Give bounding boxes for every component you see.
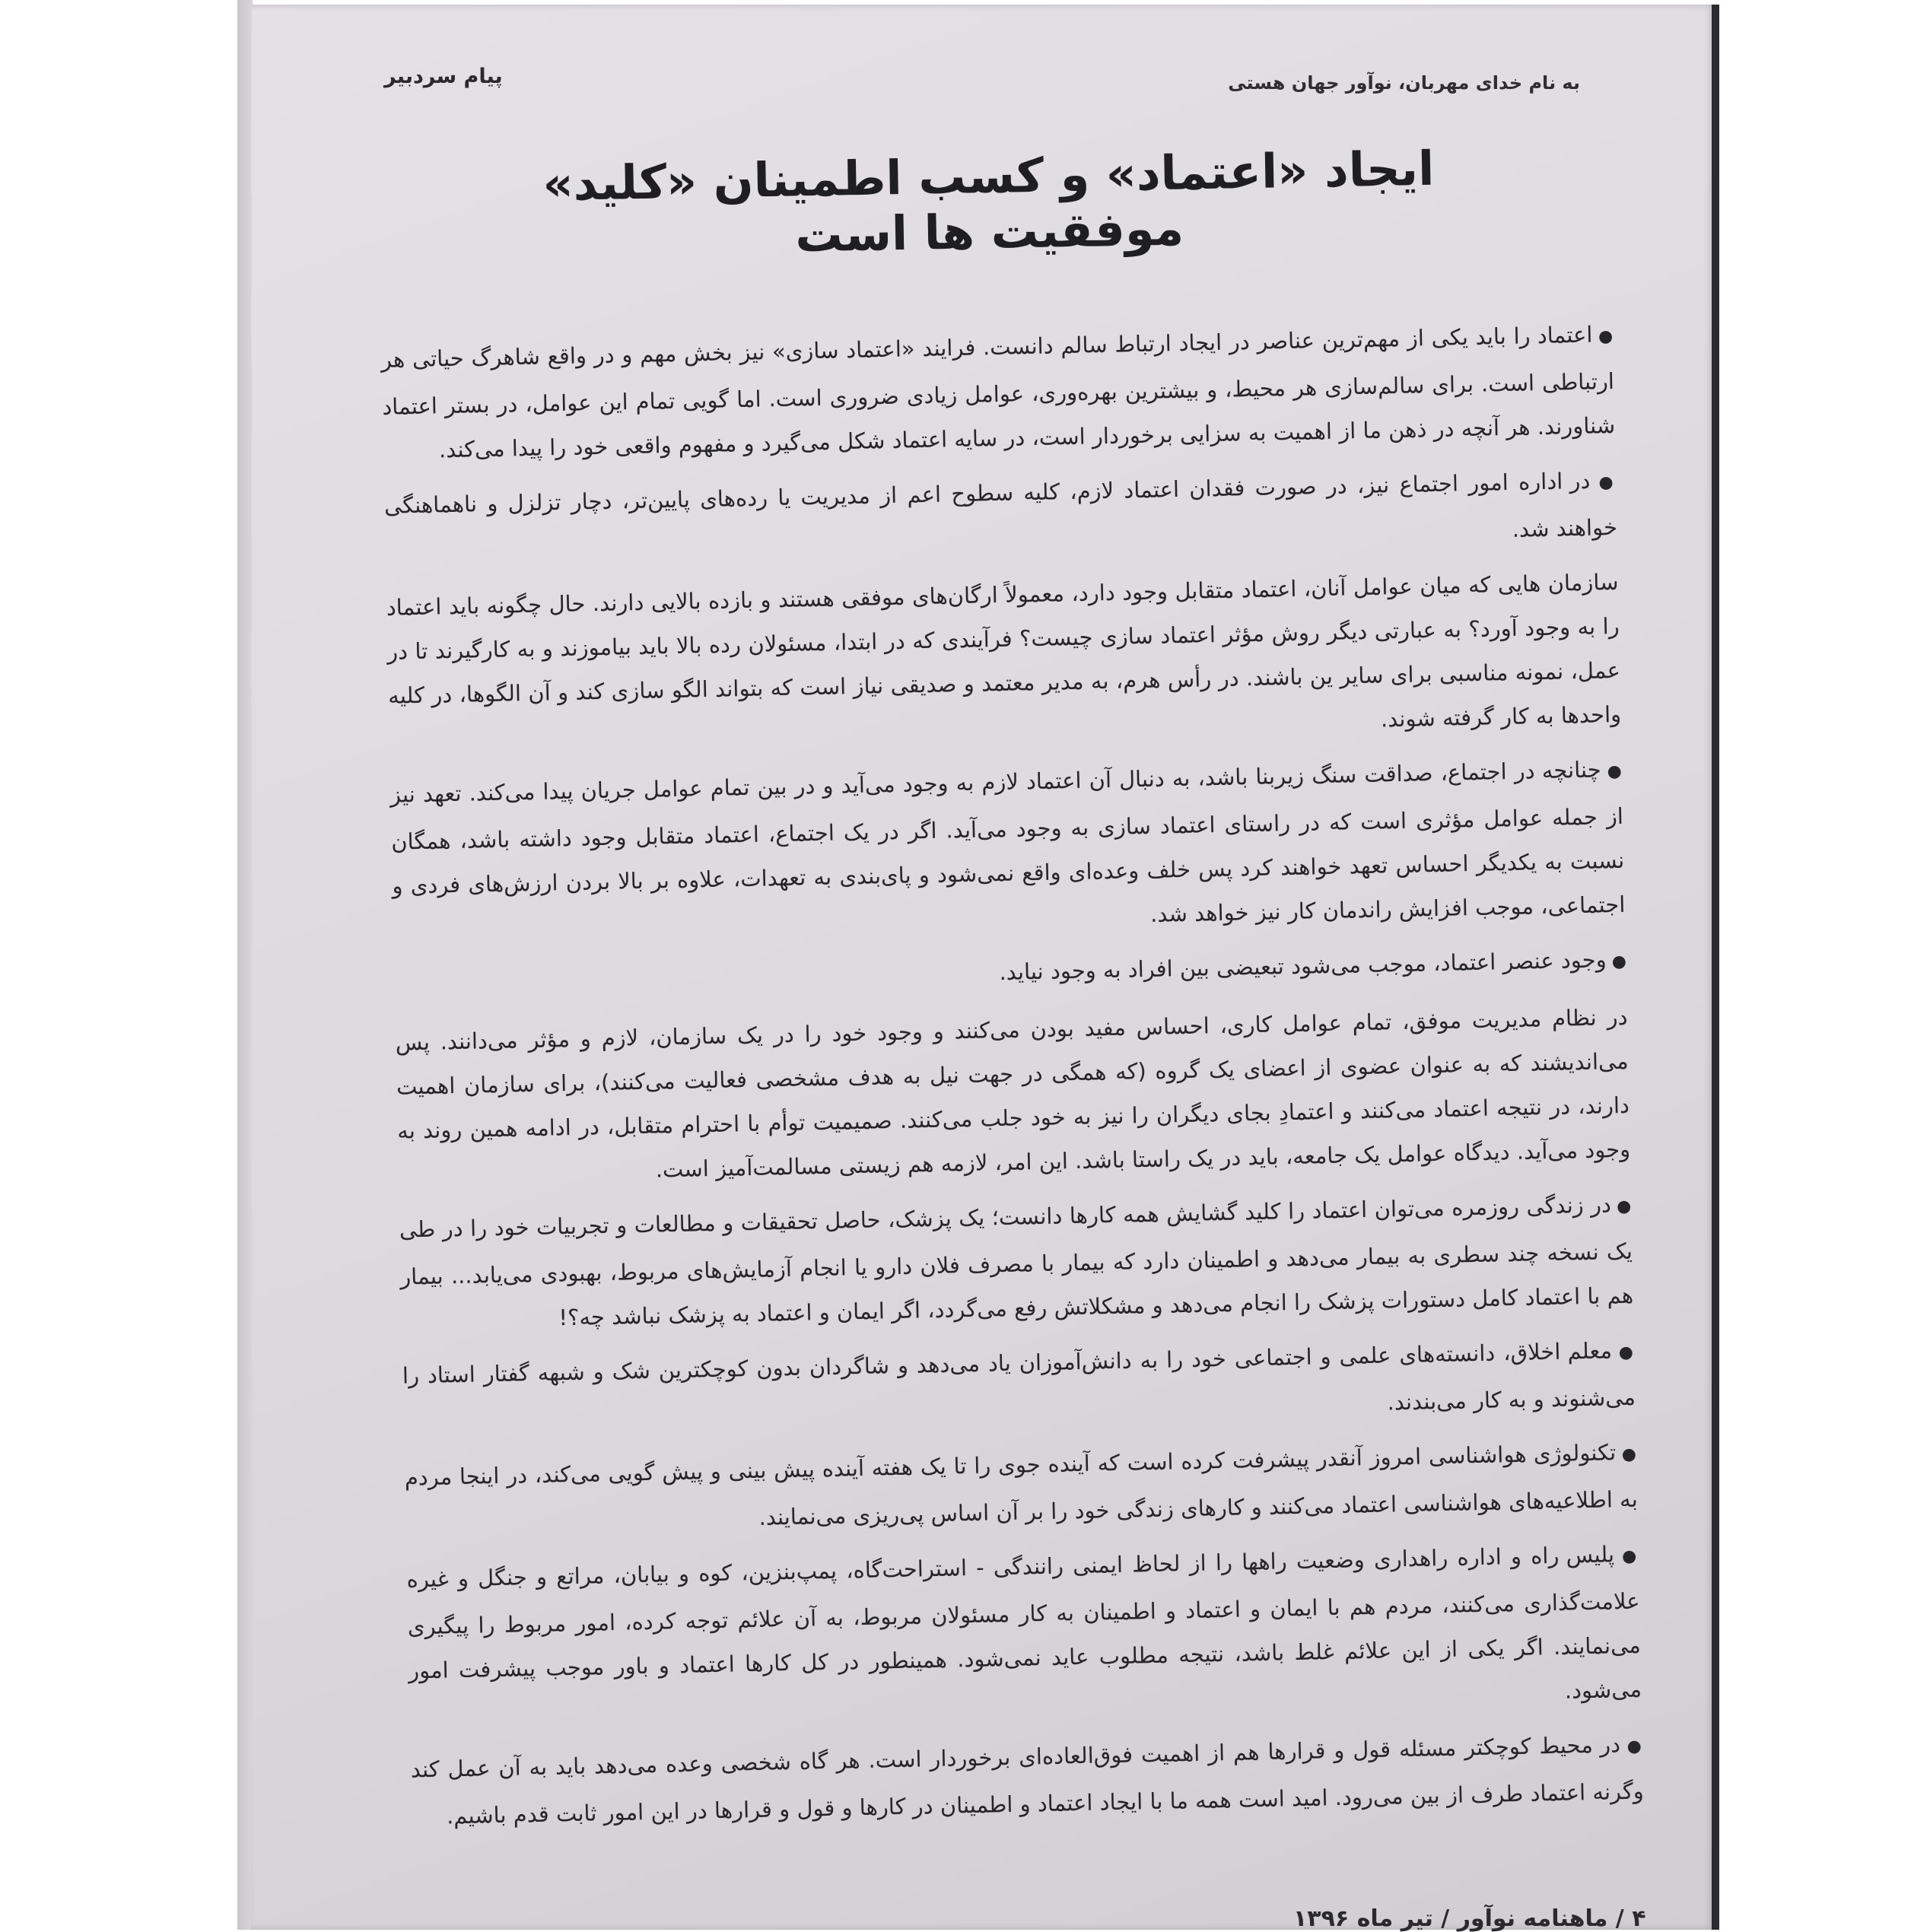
paragraph: ● در محیط کوچکتر مسئله قول و قرارها هم از اهمیت فوق‌العاده‌ای برخوردار است. هر گاه شخصی وعده می‌دهد باید به آن عمل کند وگرنه اعتماد طرف از بین می‌رود. امید است همه ما با ایجاد اعتماد و اطمینان در کارها و قول و قرارها در این امور ثابت قدم باشیم. [410, 1722, 1644, 1839]
paragraph: در نظام مدیریت موفق، تمام عوامل کاری، احساس مفید بودن می‌کنند و وجود خود را در یک سازمان، لازم و مؤثر می‌دانند. پس می‌اندیشند که به عنوان عضوی از اعضای یک گروه (که همگی در جهت نیل به هدف مشخصی فعالیت می‌کنند)، برای سازمان اهمیت دارند، در نتیجه اعتماد می‌کنند و اعتمادِ بجای دیگران را نیز به خود جلب می‌کنند. صمیمیت توأم با احترام متقابل، در ادامه همین روند به وجود می‌آید. دیدگاه عوامل یک جامعه، باید در یک راستا باشد. این امر، لازمه هم زیستی مسالمت‌آمیز است. [395, 1003, 1631, 1183]
article-title: ایجاد «اعتماد» و کسب اطمینان «کلید» موفقیت ها است [542, 140, 1435, 263]
paragraph: ● در زندگی روزمره می‌توان اعتماد را کلید گشایش همه کارها دانست؛ یک پزشک، حاصل تحقیقات و مطالعات و تجربیات خود را در طی یک نسخه چند سطری به بیمار می‌دهد و اطمینان دارد که بیمار با مصرف فلان دارو یا انجام آزمایش‌های مربوط، بهبودی می‌یابد... بیمار هم با اعتماد کامل دستورات پزشک را انجام می‌دهد و مشکلاتش رفع می‌گردد، اگر ایمان و اعتماد به پزشک نباشد چه؟! [399, 1182, 1633, 1343]
paragraph: ● چنانچه در اجتماع، صداقت سنگ زیربنا باشد، به دنبال آن اعتماد لازم به وجود می‌آید و در بین تمام عوامل جریان پیدا می‌کند. تعهد نیز از جمله عوامل مؤثری است که در راستای اعتماد سازی به وجود می‌آید. اگر در یک اجتماع، اعتماد متقابل وجود داشته باشد، همگان نسبت به یکدیگر احساس تعهد خواهند کرد پس خلف وعده‌ای واقع نمی‌شود و پای‌بندی به تعهدات، علاوه بر بالا بردن ارزش‌های فردی و اجتماعی، موجب افزایش راندمان کار نیز خواهد شد. [389, 747, 1626, 952]
paragraph: سازمان هایی که میان عوامل آنان، اعتماد متقابل وجود دارد، معمولاً ارگان‌های موفقی هستند و بازده بالایی دارند. حال چگونه باید اعتماد را به وجود آورد؟ به عبارتی دیگر روش مؤثر اعتماد سازی چیست؟ فرآیندی که در ابتدا، مسئولان رده بالا باید بیاموزند و به کارگیرند تا در عمل، نمونه مناسبی برای سایر ین باشند. در رأس هرم، به مدیر معتمد و صدیقی نیاز است که بتواند الگو سازی کند و آن الگوها، در کلیه واحدها به کار گرفته شوند. [386, 568, 1622, 732]
binding-spine [237, 0, 253, 1930]
paragraph: ● معلم اخلاق، دانسته‌های علمی و اجتماعی خود را به دانش‌آموزان یاد می‌دهد و شاگردان بدون کوچکترین شک و شبهه گفتار استاد را می‌شنوند و به کار می‌بندند. [402, 1328, 1636, 1445]
section-label: پیام سردبیر [384, 65, 503, 88]
header-invocation: به نام خدای مهربان، نوآور جهان هستی [1228, 72, 1580, 94]
paragraph: ● پلیس راه و اداره راهداری وضعیت راهها را از لحاظ ایمنی رانندگی - استراحت‌گاه، پمپ‌بنزین، کوه و بیابان، مراتع و جنگل و غیره علامت‌گذاری می‌کنند، مردم هم با ایمان و اعتماد و اطمینان به کار مسئولان مربوط، به آن علائم توجه کرده، امور مربوط را پیگیری می‌نمایند. اگر یکی از این علائم غلط باشد، نتیجه مطلوب عاید نمی‌شود. همینطور در کل کارها اعتماد و باور موجب پیشرفت امور می‌شود. [406, 1532, 1642, 1737]
paragraph: ● در اداره امور اجتماع نیز، در صورت فقدان اعتماد لازم، کلیه سطوح اعم از مدیریت یا رده‌های پایین‌تر، دچار تزلزل و ناهماهنگی خواهند شد. [383, 458, 1617, 575]
page-footer: ۴ / ماهنامه نوآور / تیر ماه ۱۳۹۶ [1293, 1905, 1646, 1932]
paragraph: ● اعتماد را باید یکی از مهم‌ترین عناصر در ایجاد ارتباط سالم دانست. فرایند «اعتماد سازی» نیز بخش مهم و در واقع شاهرگ حیاتی هر ارتباطی است. برای سالم‌سازی هر محیط، و بیشترین بهره‌وری، عوامل زیادی ضروری است. اما گویی تمام این عوامل، در بستر اعتماد شناورند. هر آنچه در ذهن ما از اهمیت به سزایی برخوردار است، در سایه اعتماد شکل می‌گیرد و مفهوم واقعی خود را پیدا می‌کند. [380, 312, 1615, 473]
paragraph: ● وجود عنصر اعتماد، موجب می‌شود تبعیضی بین افراد به وجود نیاید. [394, 937, 1627, 1010]
article-body [380, 312, 1644, 1849]
page-edge [1712, 5, 1719, 1930]
paragraph: ● تکنولوژی هواشناسی امروز آنقدر پیشرفت کرده است که آینده جوی را تا یک هفته آینده پیش بینی و پیش گویی می‌کند، در اینجا مردم به اطلاعیه‌های هواشناسی اعتماد می‌کنند و کارهای زندگی خود را بر آن اساس پی‌ریزی می‌نمایند. [404, 1430, 1638, 1547]
